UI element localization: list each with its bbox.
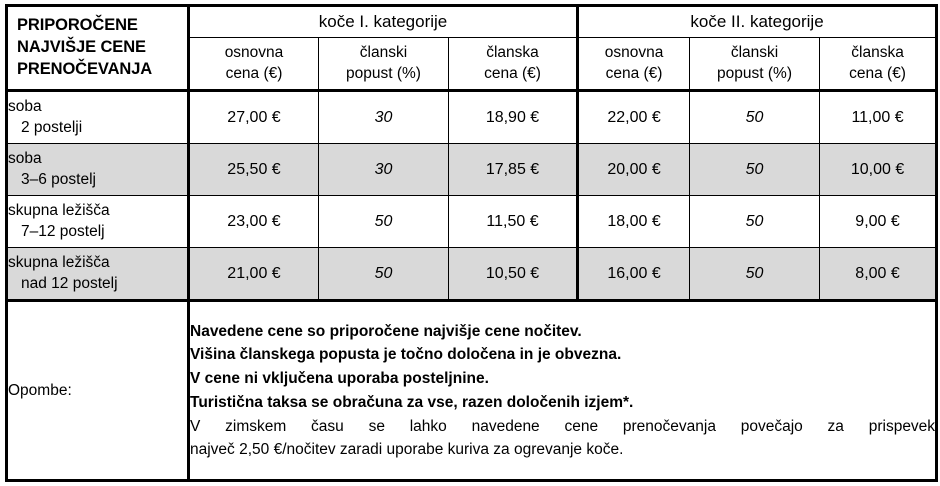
row-label-3-line2: 7–12 postelj: [21, 222, 105, 240]
subheader-cat1-member-discount: [319, 38, 449, 91]
table-title-line2: NAJVIŠJE CENE: [17, 38, 146, 57]
subheader-cat2-base-price: [578, 38, 690, 91]
cell-r3-cat1-member: 11,50 €: [449, 196, 578, 248]
table-title-line3: PRENOČEVANJA: [17, 60, 153, 79]
subheader-cat1-member-price: [449, 38, 578, 91]
note-line-2: Višina članskega popusta je točno določena in je obvezna.: [190, 346, 622, 364]
note-paragraph-line2: največ 2,50 €/nočitev zaradi uporabe kuriva za ogrevanje koče.: [190, 441, 624, 459]
row-label-2: [7, 144, 189, 196]
cell-r3-cat2-member: 9,00 €: [820, 196, 937, 248]
row-label-1: [7, 91, 189, 144]
cell-r1-cat1-base: 27,00 €: [189, 91, 319, 144]
table-title-line1: PRIPOROČENE: [17, 16, 138, 35]
subheader-cat2-base-price-line2: cena (€): [605, 64, 663, 82]
subheader-cat2-member-price-line1: članska: [851, 44, 904, 62]
cell-r2-cat1-discount: 30: [319, 144, 449, 196]
cell-r4-cat1-discount: 50: [319, 248, 449, 301]
notes-content: [189, 301, 937, 481]
subheader-cat1-base-price-line2: cena (€): [225, 64, 283, 82]
cell-r2-cat1-member: 17,85 €: [449, 144, 578, 196]
cell-r4-cat2-base: 16,00 €: [578, 248, 690, 301]
row-label-3-line1: skupna ležišča: [8, 202, 110, 220]
cell-r4-cat1-base: 21,00 €: [189, 248, 319, 301]
notes-label: Opombe:: [7, 301, 189, 481]
cell-r1-cat1-discount: 30: [319, 91, 449, 144]
notes-row: [7, 301, 937, 481]
cell-r2-cat2-discount: 50: [690, 144, 820, 196]
row-label-4-line2: nad 12 postelj: [21, 274, 118, 292]
subheader-cat1-member-discount-line2: popust (%): [346, 64, 421, 82]
group-header-category-2: koče II. kategorije: [578, 6, 937, 38]
cell-r2-cat2-member: 10,00 €: [820, 144, 937, 196]
cell-r2-cat2-base: 20,00 €: [578, 144, 690, 196]
subheader-cat1-member-price-line2: cena (€): [484, 64, 541, 82]
header-group-row: [7, 6, 937, 38]
subheader-cat1-member-discount-line1: članski: [359, 44, 408, 62]
row-label-1-line1: soba: [8, 98, 42, 116]
cell-r1-cat2-base: 22,00 €: [578, 91, 690, 144]
recommended-prices-table: [5, 4, 938, 482]
subheader-cat2-member-discount-line2: popust (%): [717, 64, 792, 82]
row-label-1-line2: 2 postelji: [21, 118, 83, 136]
cell-r3-cat2-base: 18,00 €: [578, 196, 690, 248]
table-row: [7, 91, 937, 144]
cell-r3-cat1-discount: 50: [319, 196, 449, 248]
subheader-cat2-member-discount: [690, 38, 820, 91]
cell-r3-cat2-discount: 50: [690, 196, 820, 248]
cell-r4-cat2-member: 8,00 €: [820, 248, 937, 301]
note-line-4: Turistična taksa se obračuna za vse, razen določenih izjem*.: [190, 393, 634, 411]
note-paragraph-line1: V zimskem času se lahko navedene cene prenočevanja povečajo za prispevek: [190, 418, 936, 436]
cell-r1-cat2-member: 11,00 €: [820, 91, 937, 144]
subheader-cat2-base-price-line1: osnovna: [604, 44, 664, 62]
subheader-cat1-member-price-line1: članska: [486, 44, 539, 62]
subheader-cat2-member-price-line2: cena (€): [849, 64, 906, 82]
note-paragraph: [190, 415, 935, 462]
row-label-4-line1: skupna ležišča: [8, 254, 110, 272]
subheader-cat1-base-price: [189, 38, 319, 91]
subheader-cat1-base-price-line1: osnovna: [224, 44, 284, 62]
row-label-2-line2: 3–6 postelj: [21, 170, 96, 188]
row-label-2-line1: soba: [8, 150, 42, 168]
subheader-cat2-member-discount-line1: članski: [730, 44, 779, 62]
cell-r1-cat2-discount: 50: [690, 91, 820, 144]
note-line-1: Navedene cene so priporočene najvišje cene nočitev.: [190, 322, 582, 340]
cell-r4-cat2-discount: 50: [690, 248, 820, 301]
cell-r3-cat1-base: 23,00 €: [189, 196, 319, 248]
table-row: [7, 196, 937, 248]
cell-r2-cat1-base: 25,50 €: [189, 144, 319, 196]
table-row: [7, 144, 937, 196]
cell-r4-cat1-member: 10,50 €: [449, 248, 578, 301]
row-label-3: [7, 196, 189, 248]
group-header-category-1: koče I. kategorije: [189, 6, 578, 38]
note-line-3: V cene ni vključena uporaba posteljnine.: [190, 369, 489, 387]
row-label-4: [7, 248, 189, 301]
subheader-cat2-member-price: [820, 38, 937, 91]
cell-r1-cat1-member: 18,90 €: [449, 91, 578, 144]
table-row: [7, 248, 937, 301]
table-title-cell: [7, 6, 189, 91]
